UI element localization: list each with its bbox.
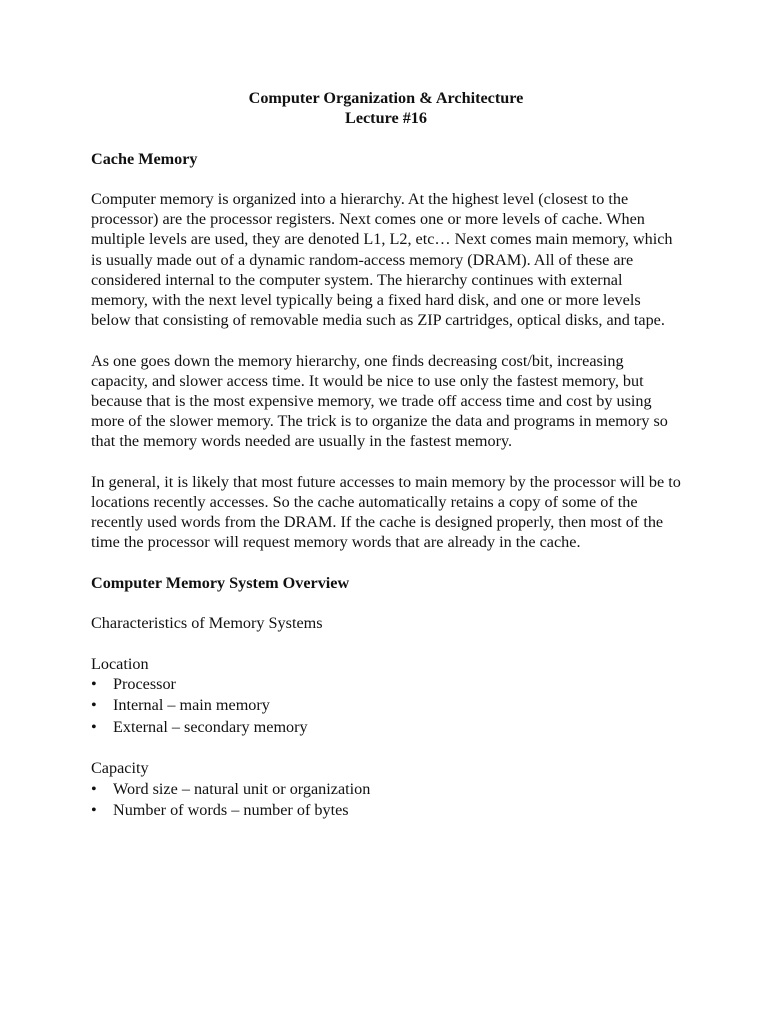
spacer	[91, 633, 681, 653]
location-label: Location	[91, 654, 149, 673]
bullet-icon: •	[91, 779, 97, 798]
document-page	[91, 88, 681, 822]
cache-memory-heading: Cache Memory	[91, 149, 198, 168]
cache-paragraph-1: Computer memory is organized into a hierarchy. At the highest level (closest to the processor) are the processor registers. Next comes one or more levels of cache. When multiple levels are used, they are denoted L1, L2, etc… Next comes main memory, which is usually made out of a dynamic random-access memory (DRAM). All of these are considered internal to the computer system. The hierarchy continues with external memory, with the next level typically being a fixed hard disk, and one or more levels below that consisting of removable media such as ZIP cartridges, optical disks, and tape.	[91, 189, 673, 330]
course-title: Computer Organization & Architecture	[248, 89, 524, 107]
list-item-text: Word size – natural unit or organization	[113, 779, 371, 798]
list-item	[91, 779, 681, 801]
characteristics-intro: Characteristics of Memory Systems	[91, 614, 323, 633]
list-item	[91, 800, 681, 822]
list-item-text: Number of words – number of bytes	[113, 801, 349, 820]
spacer	[91, 452, 681, 472]
spacer	[91, 593, 681, 613]
spacer	[91, 738, 681, 758]
list-item	[91, 695, 681, 717]
lecture-number: Lecture #16	[345, 109, 427, 128]
list-item-text: External – secondary memory	[113, 717, 308, 736]
cache-paragraph-2: As one goes down the memory hierarchy, one finds decreasing cost/bit, increasing capacity, and slower access time. It would be nice to use only the fastest memory, but because that is the most expensive memory, we trade off access time and cost by using more of the slower memory. The trick is to organize the data and programs in memory so that the memory words needed are usually in the fastest memory.	[91, 351, 668, 451]
bullet-icon: •	[91, 696, 97, 715]
bullet-icon: •	[91, 674, 97, 693]
list-item-text: Processor	[113, 674, 176, 693]
title-block	[91, 88, 681, 128]
bullet-icon: •	[91, 717, 97, 736]
spacer	[91, 330, 681, 350]
capacity-label: Capacity	[91, 759, 149, 778]
bullet-icon: •	[91, 801, 97, 820]
capacity-list	[91, 779, 681, 822]
spacer	[91, 128, 681, 148]
spacer	[91, 169, 681, 189]
list-item	[91, 717, 681, 739]
spacer	[91, 553, 681, 573]
list-item	[91, 674, 681, 696]
overview-heading: Computer Memory System Overview	[91, 573, 350, 592]
cache-paragraph-3: In general, it is likely that most future accesses to main memory by the processor will be to locations recently accesses. So the cache automatically retains a copy of some of the recently used words from the DRAM. If the cache is designed properly, then most of the time the processor will request memory words that are already in the cache.	[91, 472, 681, 552]
list-item-text: Internal – main memory	[113, 696, 270, 715]
location-list	[91, 674, 681, 739]
